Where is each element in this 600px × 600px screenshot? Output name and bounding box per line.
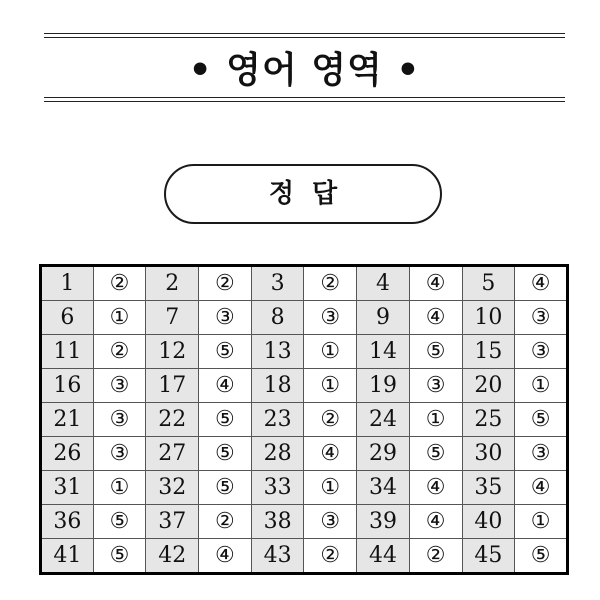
answer-choice: ⑤ xyxy=(93,505,146,539)
question-number: 7 xyxy=(146,301,199,335)
answer-choice: ④ xyxy=(515,471,568,505)
answer-choice: ④ xyxy=(304,437,357,471)
question-number: 10 xyxy=(462,301,515,335)
answer-choice: ② xyxy=(304,539,357,574)
question-number: 19 xyxy=(357,369,410,403)
question-number: 1 xyxy=(41,266,94,301)
answer-choice: ③ xyxy=(93,437,146,471)
answer-choice: ② xyxy=(304,403,357,437)
answer-choice: ① xyxy=(93,471,146,505)
answer-choice: ③ xyxy=(304,301,357,335)
question-number: 21 xyxy=(41,403,94,437)
answer-choice: ② xyxy=(199,266,252,301)
page-title: • 영어 영역 • xyxy=(188,50,421,91)
question-number: 30 xyxy=(462,437,515,471)
question-number: 9 xyxy=(357,301,410,335)
answer-choice: ① xyxy=(304,471,357,505)
question-number: 25 xyxy=(462,403,515,437)
question-number: 26 xyxy=(41,437,94,471)
question-number: 17 xyxy=(146,369,199,403)
table-row xyxy=(41,539,568,574)
bottom-rule-outer xyxy=(44,101,565,102)
question-number: 13 xyxy=(251,335,304,369)
answer-choice: ③ xyxy=(515,335,568,369)
question-number: 32 xyxy=(146,471,199,505)
question-number: 36 xyxy=(41,505,94,539)
top-rule-outer xyxy=(44,33,565,34)
question-number: 12 xyxy=(146,335,199,369)
answer-choice: ② xyxy=(199,505,252,539)
answer-choice: ④ xyxy=(409,471,462,505)
question-number: 41 xyxy=(41,539,94,574)
answer-choice: ③ xyxy=(93,369,146,403)
question-number: 3 xyxy=(251,266,304,301)
answer-key-table xyxy=(39,264,569,575)
answer-choice: ② xyxy=(304,266,357,301)
question-number: 28 xyxy=(251,437,304,471)
answer-choice: ② xyxy=(93,266,146,301)
answer-choice: ⑤ xyxy=(199,471,252,505)
bottom-rule-inner xyxy=(44,97,565,98)
answer-choice: ③ xyxy=(409,369,462,403)
question-number: 43 xyxy=(251,539,304,574)
answer-choice: ① xyxy=(304,369,357,403)
answer-choice: ① xyxy=(409,403,462,437)
answer-choice: ① xyxy=(515,369,568,403)
question-number: 27 xyxy=(146,437,199,471)
answer-choice: ③ xyxy=(515,301,568,335)
question-number: 45 xyxy=(462,539,515,574)
question-number: 4 xyxy=(357,266,410,301)
question-number: 11 xyxy=(41,335,94,369)
question-number: 18 xyxy=(251,369,304,403)
answer-choice: ④ xyxy=(409,505,462,539)
question-number: 31 xyxy=(41,471,94,505)
answer-choice: ① xyxy=(515,505,568,539)
question-number: 23 xyxy=(251,403,304,437)
answer-choice: ③ xyxy=(93,403,146,437)
answer-choice: ① xyxy=(304,335,357,369)
answer-choice: ④ xyxy=(199,369,252,403)
answer-choice: ① xyxy=(93,301,146,335)
table-row xyxy=(41,301,568,335)
question-number: 38 xyxy=(251,505,304,539)
answer-choice: ④ xyxy=(409,266,462,301)
question-number: 24 xyxy=(357,403,410,437)
question-number: 35 xyxy=(462,471,515,505)
answer-choice: ④ xyxy=(515,266,568,301)
question-number: 42 xyxy=(146,539,199,574)
answer-choice: ④ xyxy=(199,539,252,574)
top-rule-inner xyxy=(44,37,565,38)
answer-label-box: 정답 xyxy=(164,164,442,224)
answer-choice: ⑤ xyxy=(93,539,146,574)
question-number: 14 xyxy=(357,335,410,369)
answer-choice: ⑤ xyxy=(515,403,568,437)
question-number: 39 xyxy=(357,505,410,539)
answer-choice: ② xyxy=(409,539,462,574)
question-number: 6 xyxy=(41,301,94,335)
question-number: 37 xyxy=(146,505,199,539)
table-row xyxy=(41,369,568,403)
question-number: 33 xyxy=(251,471,304,505)
question-number: 34 xyxy=(357,471,410,505)
answer-choice: ⑤ xyxy=(199,437,252,471)
table-row xyxy=(41,403,568,437)
table-row xyxy=(41,266,568,301)
question-number: 22 xyxy=(146,403,199,437)
answer-choice: ⑤ xyxy=(515,539,568,574)
question-number: 40 xyxy=(462,505,515,539)
answer-choice: ③ xyxy=(304,505,357,539)
table-row xyxy=(41,437,568,471)
question-number: 8 xyxy=(251,301,304,335)
answer-choice: ② xyxy=(93,335,146,369)
table-row xyxy=(41,505,568,539)
answer-choice: ⑤ xyxy=(409,335,462,369)
question-number: 15 xyxy=(462,335,515,369)
table-row xyxy=(41,471,568,505)
answer-choice: ⑤ xyxy=(199,335,252,369)
answer-choice: ⑤ xyxy=(199,403,252,437)
answer-choice: ⑤ xyxy=(409,437,462,471)
question-number: 44 xyxy=(357,539,410,574)
question-number: 20 xyxy=(462,369,515,403)
answer-choice: ④ xyxy=(409,301,462,335)
answer-choice: ③ xyxy=(199,301,252,335)
question-number: 29 xyxy=(357,437,410,471)
answer-choice: ③ xyxy=(515,437,568,471)
question-number: 16 xyxy=(41,369,94,403)
question-number: 2 xyxy=(146,266,199,301)
table-row xyxy=(41,335,568,369)
question-number: 5 xyxy=(462,266,515,301)
